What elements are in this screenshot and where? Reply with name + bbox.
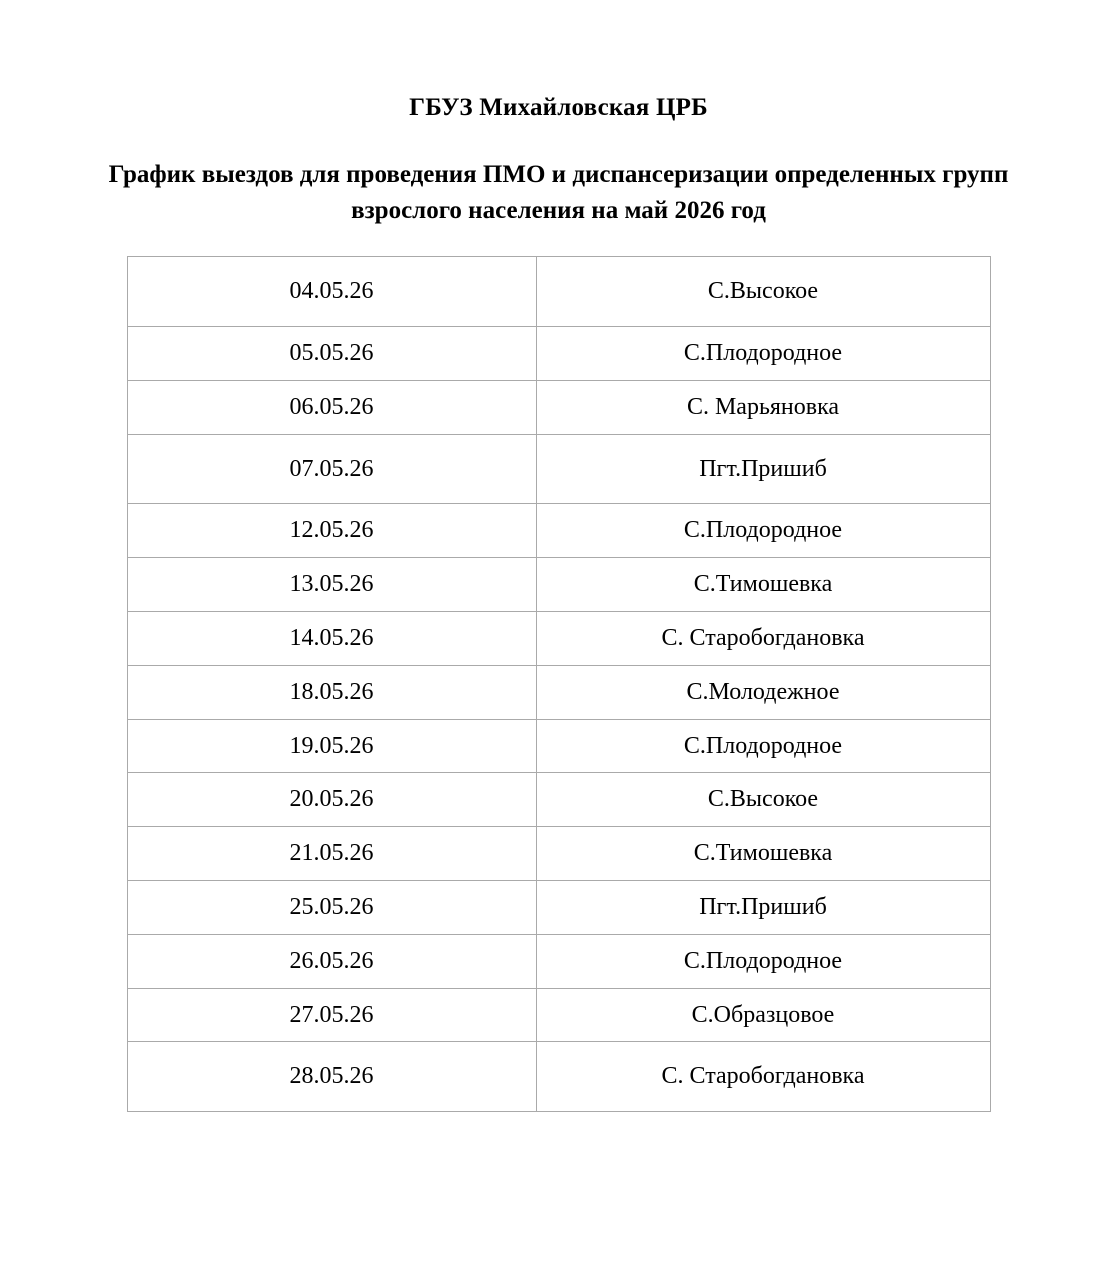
visit-place: С.Тимошевка <box>536 827 990 881</box>
table-row <box>127 327 990 381</box>
table-row <box>127 988 990 1042</box>
visit-place: Пгт.Пришиб <box>536 881 990 935</box>
table-row <box>127 558 990 612</box>
table-row <box>127 1042 990 1112</box>
visit-date: 04.05.26 <box>127 257 536 327</box>
visit-date: 26.05.26 <box>127 934 536 988</box>
visit-date: 12.05.26 <box>127 504 536 558</box>
visit-place: С. Старобогдановка <box>536 1042 990 1112</box>
visit-place: С.Образцовое <box>536 988 990 1042</box>
table-row <box>127 612 990 666</box>
visit-place: С.Высокое <box>536 773 990 827</box>
schedule-table <box>127 256 991 1112</box>
visit-place: С.Тимошевка <box>536 558 990 612</box>
table-row <box>127 504 990 558</box>
visit-place: С.Молодежное <box>536 665 990 719</box>
visit-date: 27.05.26 <box>127 988 536 1042</box>
schedule-table-body <box>127 257 990 1112</box>
table-row <box>127 665 990 719</box>
visit-date: 21.05.26 <box>127 827 536 881</box>
organization-title: ГБУЗ Михайловская ЦРБ <box>409 94 708 121</box>
visit-date: 19.05.26 <box>127 719 536 773</box>
table-row <box>127 434 990 504</box>
table-row <box>127 719 990 773</box>
visit-place: С. Старобогдановка <box>536 612 990 666</box>
table-row <box>127 934 990 988</box>
visit-place: С.Высокое <box>536 257 990 327</box>
visit-date: 07.05.26 <box>127 434 536 504</box>
table-row <box>127 380 990 434</box>
visit-place: С. Марьяновка <box>536 380 990 434</box>
visit-place: С.Плодородное <box>536 934 990 988</box>
visit-date: 18.05.26 <box>127 665 536 719</box>
table-row <box>127 773 990 827</box>
visit-place: Пгт.Пришиб <box>536 434 990 504</box>
visit-date: 06.05.26 <box>127 380 536 434</box>
table-row <box>127 827 990 881</box>
visit-date: 05.05.26 <box>127 327 536 381</box>
visit-place: С.Плодородное <box>536 504 990 558</box>
visit-date: 20.05.26 <box>127 773 536 827</box>
document-subtitle: График выездов для проведения ПМО и диспансеризации определенных групп взрослого населения на май 2026 год <box>108 161 1009 224</box>
table-row <box>127 257 990 327</box>
visit-date: 14.05.26 <box>127 612 536 666</box>
visit-place: С.Плодородное <box>536 719 990 773</box>
table-row <box>127 881 990 935</box>
visit-date: 25.05.26 <box>127 881 536 935</box>
visit-date: 13.05.26 <box>127 558 536 612</box>
visit-place: С.Плодородное <box>536 327 990 381</box>
visit-date: 28.05.26 <box>127 1042 536 1112</box>
